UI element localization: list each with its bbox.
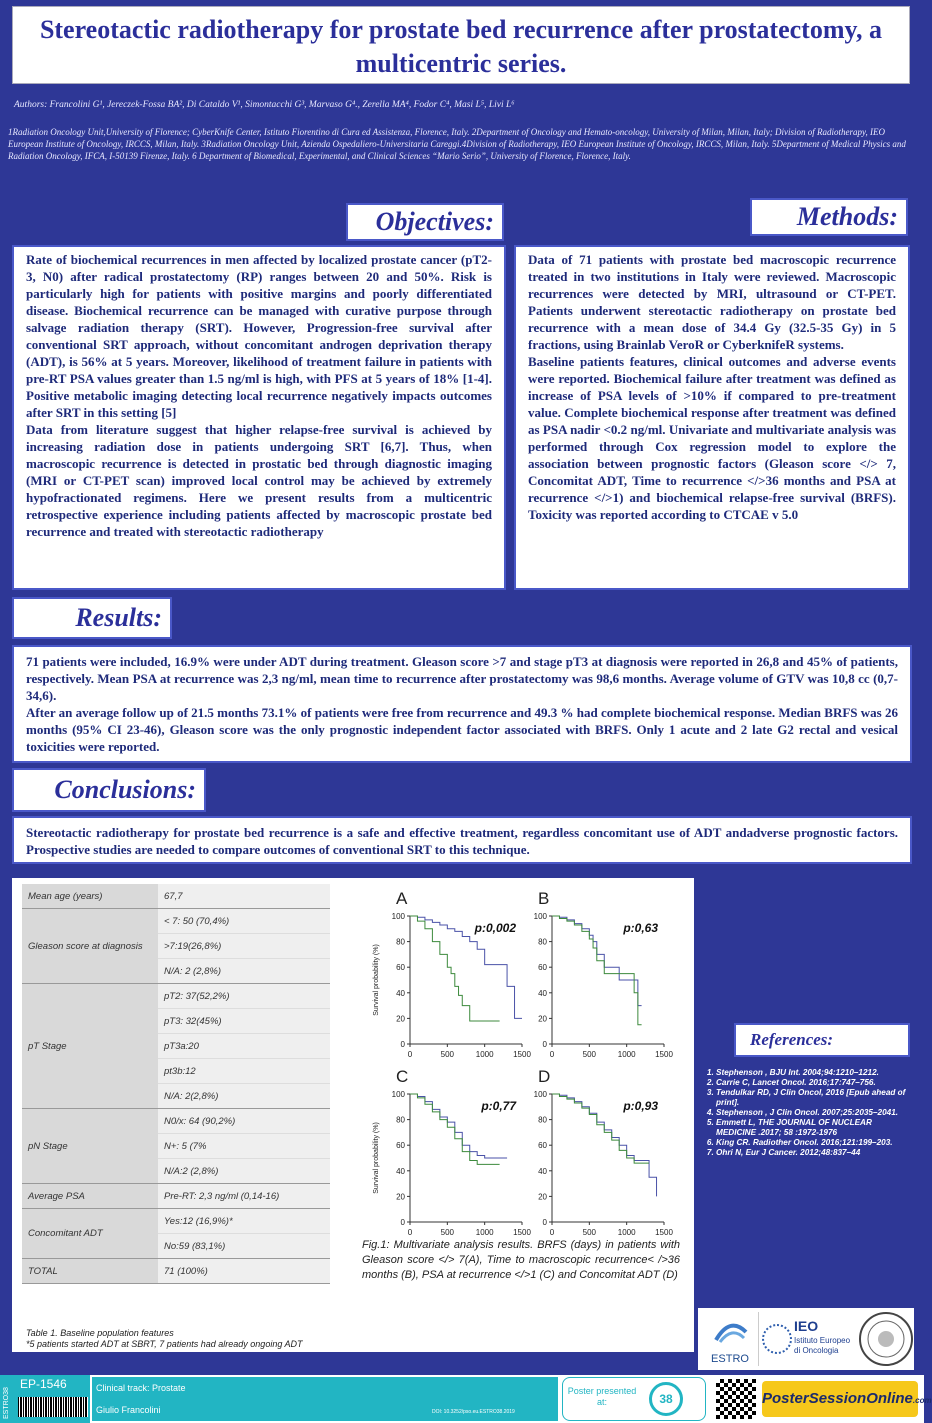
y-tick-label: 40 xyxy=(538,1166,547,1176)
p-value-annotation: p:0,93 xyxy=(623,1099,658,1113)
y-tick-label: 100 xyxy=(391,1090,405,1099)
y-tick-label: 60 xyxy=(538,1141,547,1151)
y-tick-label: 40 xyxy=(538,988,547,998)
estro-logo-text: ESTRO xyxy=(711,1353,749,1365)
x-tick-label: 0 xyxy=(549,1228,555,1237)
table-row xyxy=(22,1184,330,1209)
y-tick-label: 80 xyxy=(396,1115,405,1125)
y-tick-label: 100 xyxy=(533,1090,547,1099)
table-row-label: Concomitant ADT xyxy=(22,1209,158,1259)
baseline-table xyxy=(22,884,330,1284)
x-tick-label: 1000 xyxy=(475,1228,494,1237)
objectives-heading: Objectives: xyxy=(346,203,504,241)
y-tick-label: 60 xyxy=(396,963,405,973)
conclusions-panel xyxy=(12,816,912,864)
authors: Authors: Francolini G¹, Jereczek-Fossa BA², Di Cataldo V¹, Simontacchi G³, Marvaso G⁴., Zerella MA⁴, Fodor C⁴, Masi L⁵, Livi L⁶ xyxy=(14,100,515,110)
reference-item: 2. Carrie C, Lancet Oncol. 2016;17:747–756. xyxy=(716,1078,912,1088)
footer-author: Giulio Francolini xyxy=(96,1405,161,1415)
y-tick-label: 80 xyxy=(396,937,405,947)
results-text-1: 71 patients were included, 16.9% were under ADT during treatment. Gleason score >7 and stage pT3 at diagnosis were reported in 26,8 and 45% of patients, respectively. Mean PSA at recurrence was 2,3 ng/ml, mean time to recurrence after prostatectomy was 98,6 months. Average volume of GTV was 10,8 cc (0,7-34,6). xyxy=(26,654,898,703)
x-tick-label: 1500 xyxy=(655,1228,673,1237)
affiliations: 1Radiation Oncology Unit,University of Florence; CyberKnife Center, Istituto Fiorentino di Cura ed Assistenza, Florence, Italy. 2Department of Oncology and Hemato-oncology, University of Milan, Milan, Italy; Division of Radiotherapy, IEO European Institute of Oncology, IRCCS, Milan, Italy. 3Radiation Oncology Unit, Azienda Ospedaliero-Universitaria Careggi.4Division of Radiotherapy, IEO European Institute of Oncology, IRCCS, Milan, Italy. 5Department of Medical Physics and Radiation Oncology, IFCA, I-50139 Firenze, Italy. 6 Department of Biomedical, Experimental, and Clinical Sciences “Mario Serio”, University of Florence, Florence, Italy. xyxy=(8,127,906,161)
table-cell-value: pt3b:12 xyxy=(158,1059,330,1084)
km-curves xyxy=(356,886,686,1237)
table-row xyxy=(22,984,330,1009)
x-tick-label: 0 xyxy=(407,1228,413,1237)
footer xyxy=(0,1375,932,1423)
table-row-label: pN Stage xyxy=(22,1109,158,1184)
table-figure-area xyxy=(12,878,694,1352)
table-cell-value: Yes:12 (16,9%)* xyxy=(158,1209,330,1234)
x-tick-label: 500 xyxy=(582,1050,597,1059)
x-tick-label: 1000 xyxy=(617,1228,636,1237)
y-tick-label: 0 xyxy=(400,1218,405,1227)
table-row xyxy=(22,909,330,934)
brand-part-2: SessionOnline xyxy=(808,1390,913,1407)
x-tick-label: 0 xyxy=(407,1050,413,1059)
y-axis-label: Survival probability (%) xyxy=(373,1122,380,1194)
ieo-line2: di Oncologia xyxy=(794,1346,839,1355)
table-cell-value: pT3a:20 xyxy=(158,1034,330,1059)
presented-at-box xyxy=(562,1377,706,1421)
conclusions-text: Stereotactic radiotherapy for prostate bed recurrence is a safe and effective treatment, regardless concomitant use of ADT andadverse prognostic factors. Prospective studies are needed to compare outcomes of conventional SRT to this technique. xyxy=(26,825,898,857)
p-value-annotation: p:0,63 xyxy=(623,921,658,935)
poster-title: Stereotactic radiotherapy for prostate bed recurrence after prostatectomy, a multicentric series. xyxy=(39,15,883,78)
table-cell-value: N/A: 2 (2,8%) xyxy=(158,959,330,984)
reference-item: 1. Stephenson , BJU Int. 2004;94:1210–1212. xyxy=(716,1068,912,1078)
ieo-name: IEO xyxy=(794,1318,819,1334)
ieo-line1: Istituto Europeo xyxy=(794,1336,851,1345)
table-cell-value: No:59 (83,1%) xyxy=(158,1234,330,1259)
y-tick-label: 100 xyxy=(391,912,405,921)
x-tick-label: 1500 xyxy=(513,1228,531,1237)
table-row-label: TOTAL xyxy=(22,1259,158,1284)
panel-letter: C xyxy=(396,1067,409,1086)
y-tick-label: 20 xyxy=(396,1014,405,1024)
methods-heading: Methods: xyxy=(750,198,908,236)
x-tick-label: 0 xyxy=(549,1050,555,1059)
x-tick-label: 500 xyxy=(440,1050,455,1059)
results-panel xyxy=(12,645,912,763)
y-tick-label: 100 xyxy=(533,912,547,921)
y-tick-label: 0 xyxy=(400,1040,405,1049)
reference-item: 3. Tendulkar RD, J Clin Oncol, 2016 [Epub ahead of print]. xyxy=(716,1088,912,1108)
references-list xyxy=(700,1068,912,1158)
x-tick-label: 1500 xyxy=(655,1050,673,1059)
y-tick-label: 40 xyxy=(396,988,405,998)
logos-bar xyxy=(698,1308,914,1370)
table-row xyxy=(22,1109,330,1134)
footer-code-box xyxy=(18,1375,90,1423)
y-tick-label: 40 xyxy=(396,1166,405,1176)
panel-letter: D xyxy=(538,1067,551,1086)
presented-at-label: Poster presented at: xyxy=(567,1386,637,1407)
methods-panel xyxy=(514,245,910,590)
table-cell-value: Pre-RT: 2,3 ng/ml (0,14-16) xyxy=(158,1184,330,1209)
y-tick-label: 60 xyxy=(538,963,547,973)
footer-track: Clinical track: Prostate xyxy=(96,1383,186,1393)
panel-letter: A xyxy=(396,889,408,908)
y-tick-label: 60 xyxy=(396,1141,405,1151)
ieo-circle-icon xyxy=(762,1324,792,1354)
x-tick-label: 1500 xyxy=(513,1050,531,1059)
table-caption-title: Table 1. Baseline population features xyxy=(26,1328,174,1338)
university-seal-icon xyxy=(858,1310,914,1368)
table-row-label: Average PSA xyxy=(22,1184,158,1209)
table-cell-value: N+: 5 (7% xyxy=(158,1134,330,1159)
panel-letter: B xyxy=(538,889,550,908)
table-row-label: Gleason score at diagnosis xyxy=(22,909,158,984)
table-cell-value: >7:19(26,8%) xyxy=(158,934,330,959)
estro-logo xyxy=(702,1312,759,1366)
table-row xyxy=(22,1209,330,1234)
objectives-text-2: Data from literature suggest that higher relapse-free survival is achieved by increasing radiation dose in patients undergoing SRT [6,7]. Thus, when macroscopic recurrence is detected in prostatic bed through diagnostic imaging (MRI or CT-PET scan) improved local control may be achieved by extremely hypofractionated regimens. Here we present results from a multicentric retrospective experience including patients affected by macroscopic prostate bed recurrence and treated with stereotactic radiotherapy xyxy=(26,422,492,539)
y-tick-label: 80 xyxy=(538,937,547,947)
footer-code: EP-1546 xyxy=(20,1377,67,1391)
qr-code-icon xyxy=(716,1379,756,1419)
table-cell-value: pT2: 37(52,2%) xyxy=(158,984,330,1009)
x-tick-label: 1000 xyxy=(617,1050,636,1059)
reference-item: 7. Ohri N, Eur J Cancer. 2012;48:837–44 xyxy=(716,1148,912,1158)
table-cell-value: < 7: 50 (70,4%) xyxy=(158,909,330,934)
y-tick-label: 20 xyxy=(538,1192,547,1202)
reference-item: 5. Emmett L, THE JOURNAL OF NUCLEAR MEDICINE .2017; 58 :1972-1976 xyxy=(716,1118,912,1138)
results-text-2: After an average follow up of 21.5 months 73.1% of patients were free from recurrence and 49.3 % had complete biochemical response. Median BRFS was 26 months (95% CI 23-46), Gleason score was the only prognostic independent factor associated with BRFS. Only 1 acute and 2 late G2 rectal and vesical toxicities were reported. xyxy=(26,705,898,754)
footer-side-text: ESTRO38 xyxy=(3,1387,10,1419)
results-heading: Results: xyxy=(12,597,172,639)
x-tick-label: 1000 xyxy=(475,1050,494,1059)
ieo-logo xyxy=(762,1318,852,1362)
conclusions-heading: Conclusions: xyxy=(12,768,206,812)
x-tick-label: 500 xyxy=(440,1228,455,1237)
y-axis-label: Survival probability (%) xyxy=(373,944,380,1016)
table-cell-value: 71 (100%) xyxy=(158,1259,330,1284)
table-cell-value: pT3: 32(45%) xyxy=(158,1009,330,1034)
p-value-annotation: p:0,002 xyxy=(474,921,516,935)
footer-doi: DOI: 10.3252/pso.eu.ESTRO38.2019 xyxy=(432,1409,515,1415)
methods-text-2: Baseline patients features, clinical outcomes and adverse events were reported. Biochemical failure after treatment was defined as increase of PSA levels of >10% if compared to pre-treatment value. Complete biochemical response after treatment was defined as PSA nadir <0.2 ng/ml. Univariate and multivariate analysis was performed through Cox regression model to explore the association between prognostic factors (Gleason score </> 7, Concomitat ADT, Time to recurrence </>36 months and PSA at recurrence </>1) and biochemical relapse-free survival (BRFS). Toxicity was reported according to CTCAE v 5.0 xyxy=(528,354,896,522)
table-row-label: pT Stage xyxy=(22,984,158,1109)
table-cell-value: N/A: 2(2,8%) xyxy=(158,1084,330,1109)
table-cell-value: N0/x: 64 (90,2%) xyxy=(158,1109,330,1134)
y-tick-label: 0 xyxy=(542,1218,547,1227)
brand-part-1: Poster xyxy=(762,1390,809,1407)
table-caption xyxy=(26,1328,356,1350)
table-row xyxy=(22,884,330,909)
objectives-panel xyxy=(12,245,506,590)
table-cell-value: N/A:2 (2,8%) xyxy=(158,1159,330,1184)
table-cell-value: 67,7 xyxy=(158,884,330,909)
reference-item: 4. Stephenson , J Clin Oncol. 2007;25:2035–2041. xyxy=(716,1108,912,1118)
y-tick-label: 80 xyxy=(538,1115,547,1125)
table-caption-note: *5 patients started ADT at SBRT, 7 patients had already ongoing ADT xyxy=(26,1339,303,1349)
y-tick-label: 20 xyxy=(538,1014,547,1024)
methods-text-1: Data of 71 patients with prostate bed macroscopic recurrence treated in two institutions in Italy were reviewed. Macroscopic recurrences were detected by MRI, ultrasound or CT-PET. Patients underwent stereotactic radiotherapy on prostate bed recurrence with a mean dose of 34.4 Gy (32.5-35 Gy) in 5 fractions, using Brainlab VeroR or CyberknifeR systems. xyxy=(528,252,896,352)
footer-info-box xyxy=(92,1377,558,1421)
figure-caption: Fig.1: Multivariate analysis results. BRFS (days) in patients with Gleason score </> 7(A), Time to macroscopic recurrence< />36 months (B), PSA at recurrence </>1 (C) and Concomitat ADT (D) xyxy=(362,1239,680,1281)
x-tick-label: 500 xyxy=(582,1228,597,1237)
title-box xyxy=(12,6,910,84)
table-row-label: Mean age (years) xyxy=(22,884,158,909)
y-tick-label: 20 xyxy=(396,1192,405,1202)
congress-badge: 38 xyxy=(649,1382,683,1416)
estro-swirl-icon xyxy=(702,1312,758,1348)
p-value-annotation: p:0,77 xyxy=(481,1099,516,1113)
brand-part-3: .com xyxy=(912,1396,932,1405)
objectives-text-1: Rate of biochemical recurrences in men affected by localized prostate cancer (pT2-3, N0) after radical prostatectomy (RP) ranges between 20 and 50%. Risk is particularly high for patients with positive margins and poorly differentiated disease. Biochemical recurrence can be managed with curative purpose through salvage radiation therapy (SRT). However, Progression-free survival after conventional SRT approach, without concomitant androgen deprivation therapy (ADT), is 56% at 5 years. Moreover, likelihood of treatment failure in patients with pre-RT PSA values greater than 1.5 ng/ml is high, with PFS at 5 years of 18% [1-4]. Positive metabolic imaging detecting local recurrence negatively impacts outcomes after SRT in this setting [5] xyxy=(26,252,492,420)
table-row xyxy=(22,1259,330,1284)
postersessiononline-logo xyxy=(762,1381,932,1417)
references-heading: References: xyxy=(734,1023,910,1057)
reference-item: 6. King CR. Radiother Oncol. 2016;121:199–203. xyxy=(716,1138,912,1148)
footer-side-tab xyxy=(0,1375,18,1423)
y-tick-label: 0 xyxy=(542,1040,547,1049)
barcode-icon xyxy=(18,1397,88,1417)
